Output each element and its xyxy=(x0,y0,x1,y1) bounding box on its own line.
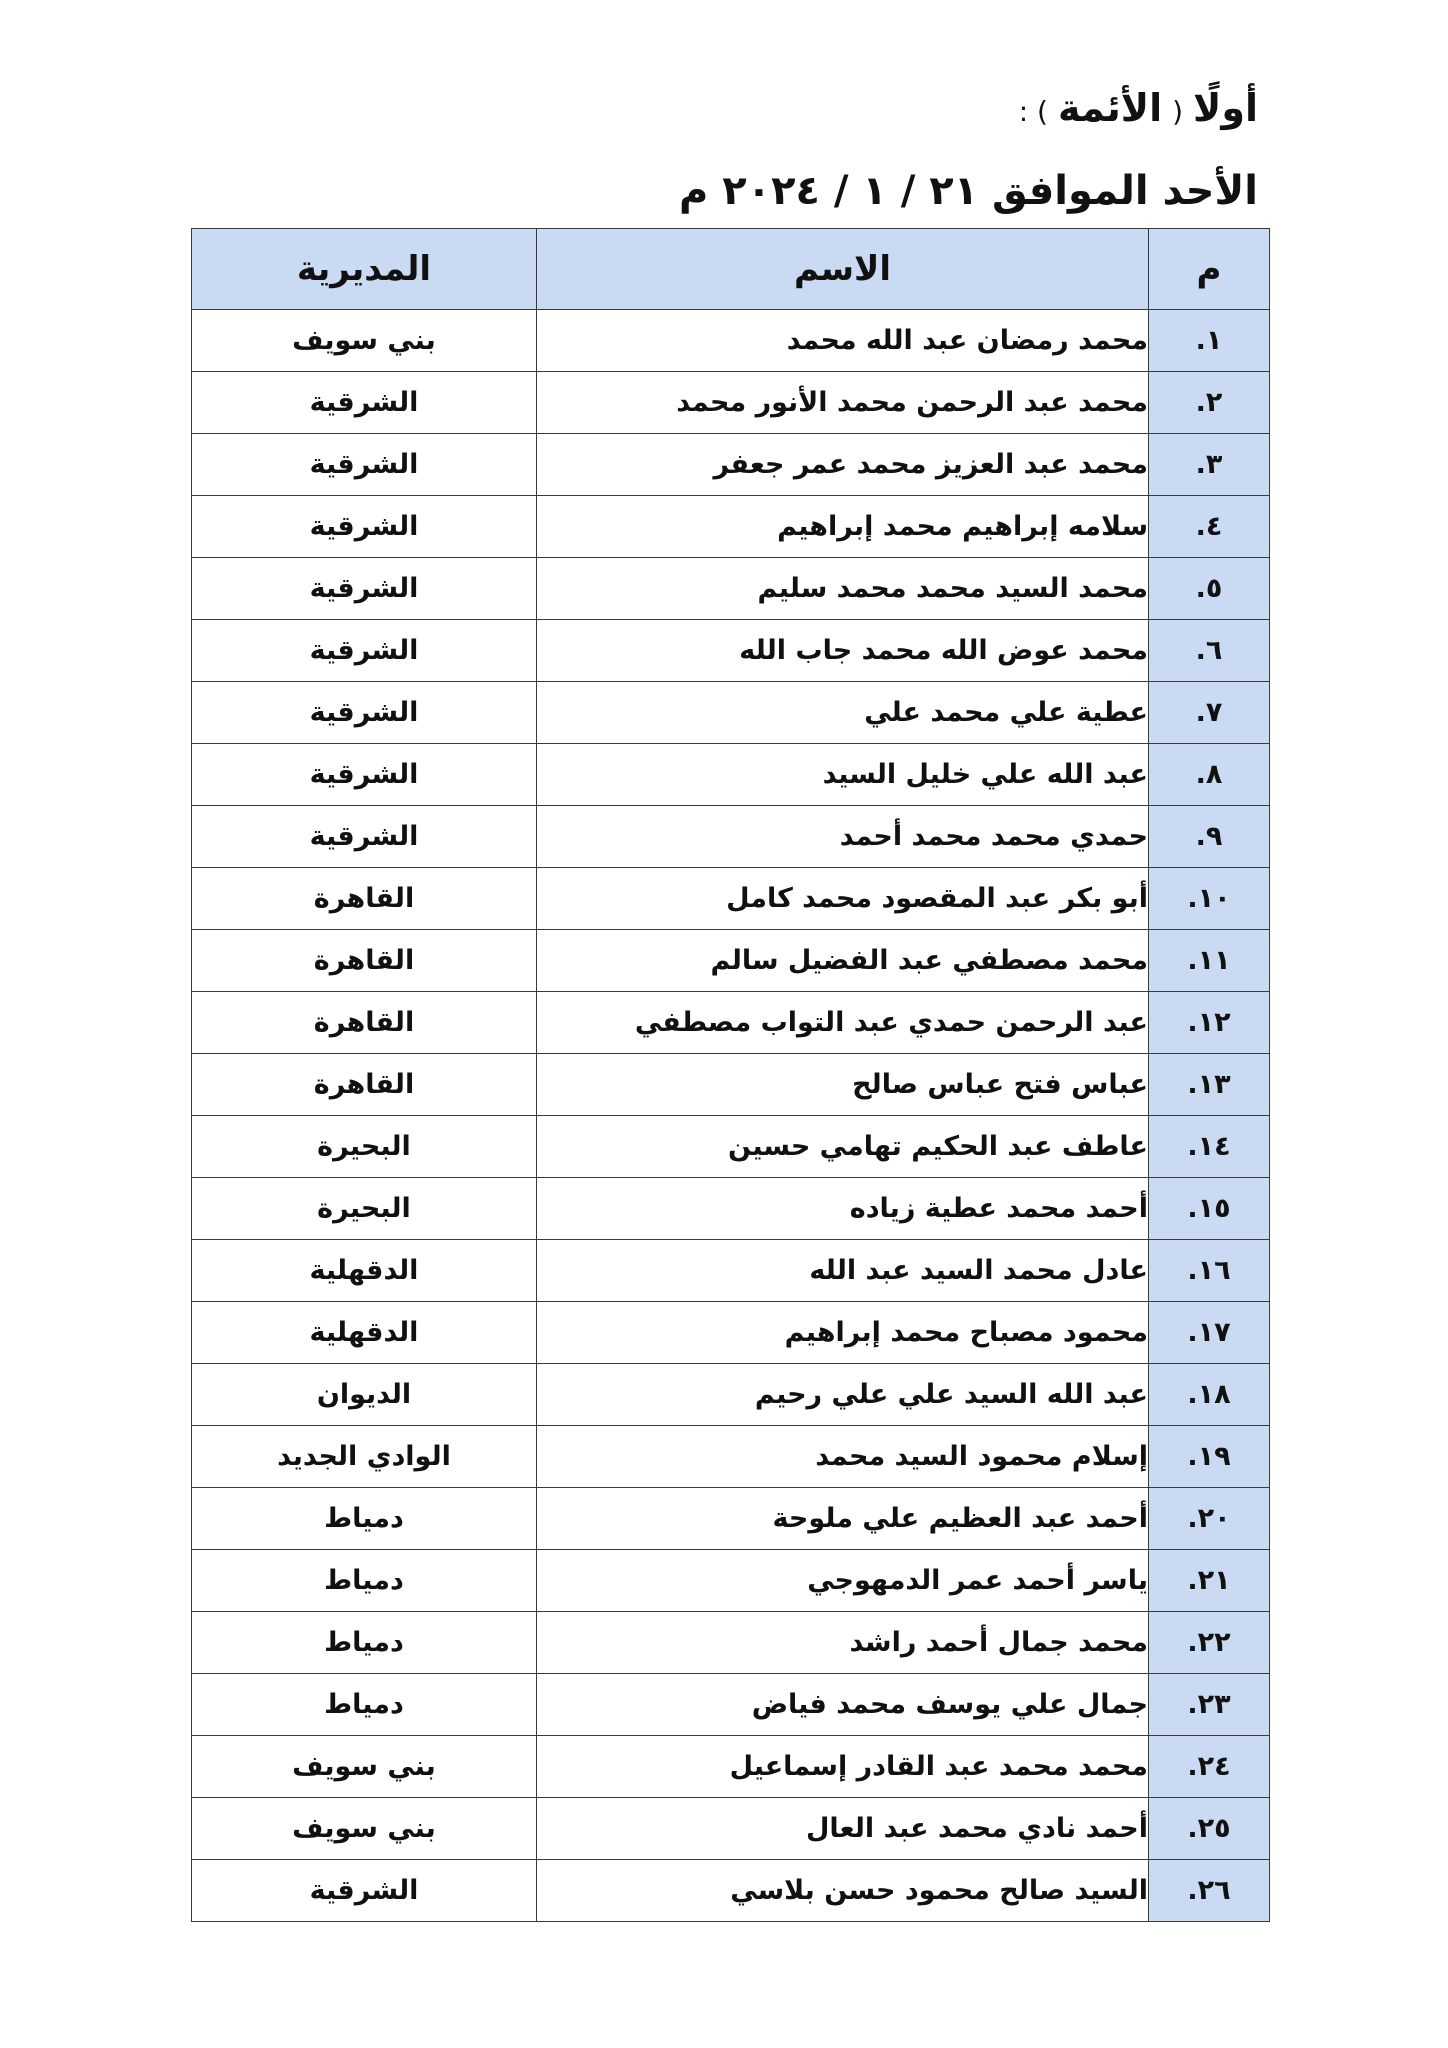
row-name: أحمد محمد عطية زياده xyxy=(537,1178,1149,1240)
row-name: سلامه إبراهيم محمد إبراهيم xyxy=(537,496,1149,558)
table-row xyxy=(192,1054,1270,1116)
row-index: ٢١. xyxy=(1149,1550,1270,1612)
row-directorate: القاهرة xyxy=(192,1054,537,1116)
row-directorate: دمياط xyxy=(192,1674,537,1736)
row-index: ٢٢. xyxy=(1149,1612,1270,1674)
row-name: إسلام محمود السيد محمد xyxy=(537,1426,1149,1488)
row-name: محمد عبد الرحمن محمد الأنور محمد xyxy=(537,372,1149,434)
table-row xyxy=(192,868,1270,930)
row-directorate: القاهرة xyxy=(192,992,537,1054)
row-name: أحمد نادي محمد عبد العال xyxy=(537,1798,1149,1860)
table-row xyxy=(192,372,1270,434)
table-row xyxy=(192,1860,1270,1922)
row-index: ٣. xyxy=(1149,434,1270,496)
row-index: ٩. xyxy=(1149,806,1270,868)
row-directorate: الشرقية xyxy=(192,1860,537,1922)
row-directorate: بني سويف xyxy=(192,310,537,372)
table-header-row xyxy=(192,229,1270,310)
row-directorate: بني سويف xyxy=(192,1736,537,1798)
row-name: أبو بكر عبد المقصود محمد كامل xyxy=(537,868,1149,930)
row-name: محمد عبد العزيز محمد عمر جعفر xyxy=(537,434,1149,496)
row-directorate: الدقهلية xyxy=(192,1302,537,1364)
row-index: ١. xyxy=(1149,310,1270,372)
row-index: ٨. xyxy=(1149,744,1270,806)
row-index: ٧. xyxy=(1149,682,1270,744)
row-index: ١٦. xyxy=(1149,1240,1270,1302)
paren-close: ) : xyxy=(1018,95,1048,128)
row-directorate: البحيرة xyxy=(192,1116,537,1178)
row-name: محمد جمال أحمد راشد xyxy=(537,1612,1149,1674)
row-index: ١٥. xyxy=(1149,1178,1270,1240)
section-heading xyxy=(1019,86,1258,130)
table-row xyxy=(192,496,1270,558)
row-index: ٤. xyxy=(1149,496,1270,558)
table-body xyxy=(192,310,1270,1922)
row-directorate: دمياط xyxy=(192,1550,537,1612)
row-index: ١٢. xyxy=(1149,992,1270,1054)
row-name: عبد الله السيد علي علي رحيم xyxy=(537,1364,1149,1426)
row-index: ١٣. xyxy=(1149,1054,1270,1116)
row-directorate: الديوان xyxy=(192,1364,537,1426)
table-row xyxy=(192,992,1270,1054)
date-heading xyxy=(679,168,1258,214)
table-row xyxy=(192,310,1270,372)
table-row xyxy=(192,434,1270,496)
row-name: السيد صالح محمود حسن بلاسي xyxy=(537,1860,1149,1922)
table-row xyxy=(192,1240,1270,1302)
row-name: جمال علي يوسف محمد فياض xyxy=(537,1674,1149,1736)
row-index: ٢. xyxy=(1149,372,1270,434)
row-name: حمدي محمد محمد أحمد xyxy=(537,806,1149,868)
row-index: ١٠. xyxy=(1149,868,1270,930)
row-index: ٢٠. xyxy=(1149,1488,1270,1550)
row-directorate: الشرقية xyxy=(192,434,537,496)
header-directorate: المديرية xyxy=(192,229,537,310)
row-index: ١٨. xyxy=(1149,1364,1270,1426)
row-directorate: الوادي الجديد xyxy=(192,1426,537,1488)
date-line: الأحد الموافق ٢١ / ١ / ٢٠٢٤ م xyxy=(679,168,1258,214)
table-row xyxy=(192,1612,1270,1674)
names-table xyxy=(191,228,1270,1922)
row-directorate: البحيرة xyxy=(192,1178,537,1240)
row-directorate: الشرقية xyxy=(192,744,537,806)
row-index: ٢٦. xyxy=(1149,1860,1270,1922)
table-row xyxy=(192,558,1270,620)
row-directorate: الشرقية xyxy=(192,682,537,744)
row-name: أحمد عبد العظيم علي ملوحة xyxy=(537,1488,1149,1550)
row-name: عباس فتح عباس صالح xyxy=(537,1054,1149,1116)
table-row xyxy=(192,1798,1270,1860)
table-row xyxy=(192,1674,1270,1736)
row-name: عاطف عبد الحكيم تهامي حسين xyxy=(537,1116,1149,1178)
row-index: ١٤. xyxy=(1149,1116,1270,1178)
row-name: محمد عوض الله محمد جاب الله xyxy=(537,620,1149,682)
row-name: محمود مصباح محمد إبراهيم xyxy=(537,1302,1149,1364)
table-row xyxy=(192,930,1270,992)
row-index: ٢٥. xyxy=(1149,1798,1270,1860)
table-row xyxy=(192,744,1270,806)
header-name: الاسم xyxy=(537,229,1149,310)
row-name: عبد الله علي خليل السيد xyxy=(537,744,1149,806)
table-row xyxy=(192,1550,1270,1612)
header-index: م xyxy=(1149,229,1270,310)
row-directorate: الشرقية xyxy=(192,372,537,434)
table-row xyxy=(192,682,1270,744)
row-name: عبد الرحمن حمدي عبد التواب مصطفي xyxy=(537,992,1149,1054)
row-index: ٥. xyxy=(1149,558,1270,620)
table-row xyxy=(192,1364,1270,1426)
row-index: ٦. xyxy=(1149,620,1270,682)
row-name: محمد السيد محمد محمد سليم xyxy=(537,558,1149,620)
part-label: أولًا xyxy=(1193,86,1258,130)
row-directorate: الشرقية xyxy=(192,558,537,620)
table-row xyxy=(192,1488,1270,1550)
row-directorate: الدقهلية xyxy=(192,1240,537,1302)
row-directorate: الشرقية xyxy=(192,806,537,868)
row-directorate: دمياط xyxy=(192,1612,537,1674)
row-index: ٢٣. xyxy=(1149,1674,1270,1736)
row-directorate: دمياط xyxy=(192,1488,537,1550)
table-row xyxy=(192,806,1270,868)
table-row xyxy=(192,1302,1270,1364)
row-name: عادل محمد السيد عبد الله xyxy=(537,1240,1149,1302)
row-name: محمد رمضان عبد الله محمد xyxy=(537,310,1149,372)
table-row xyxy=(192,1736,1270,1798)
row-name: محمد محمد عبد القادر إسماعيل xyxy=(537,1736,1149,1798)
row-directorate: الشرقية xyxy=(192,620,537,682)
table-row xyxy=(192,1426,1270,1488)
row-directorate: بني سويف xyxy=(192,1798,537,1860)
table-row xyxy=(192,1178,1270,1240)
row-index: ٢٤. xyxy=(1149,1736,1270,1798)
table-row xyxy=(192,1116,1270,1178)
row-directorate: القاهرة xyxy=(192,868,537,930)
row-name: عطية علي محمد علي xyxy=(537,682,1149,744)
row-index: ١١. xyxy=(1149,930,1270,992)
row-index: ١٧. xyxy=(1149,1302,1270,1364)
row-directorate: الشرقية xyxy=(192,496,537,558)
row-directorate: القاهرة xyxy=(192,930,537,992)
table-row xyxy=(192,620,1270,682)
row-name: محمد مصطفي عبد الفضيل سالم xyxy=(537,930,1149,992)
section-title: الأئمة xyxy=(1057,86,1163,130)
paren-open: ( xyxy=(1172,95,1184,128)
row-name: ياسر أحمد عمر الدمهوجي xyxy=(537,1550,1149,1612)
row-index: ١٩. xyxy=(1149,1426,1270,1488)
